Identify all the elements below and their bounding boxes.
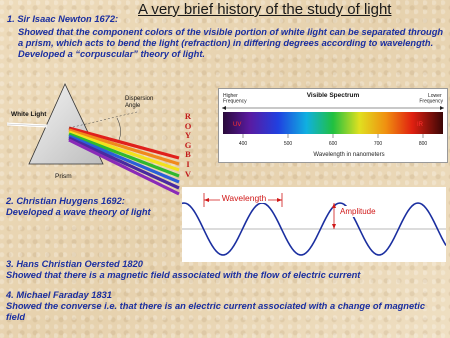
roy-letter: B [185, 149, 191, 160]
faraday-body: Showed the converse i.e. that there is an electric current associated with a change of magnetic field [6, 301, 426, 322]
prism-diagram [7, 78, 193, 198]
wavelength-label: Wavelength [221, 193, 267, 203]
faraday-heading: 4. Michael Faraday 1831 [6, 290, 112, 300]
spectrum-bar [223, 112, 443, 134]
amplitude-label: Amplitude [340, 207, 376, 216]
roy-letter: R [184, 111, 192, 121]
uv-label: UV [233, 122, 242, 128]
page-title: A very brief history of the study of light [138, 1, 392, 18]
newton-body: Showed that the component colors of the visible portion of white light can be separated through a prism, which acts to bend the light (refraction) in differing degrees according to wavelength. Developed a “corpuscular” theory of light. [18, 27, 444, 59]
wavelength-axis-label: Wavelength in nanometers [313, 152, 385, 158]
dispersion-label: Dispersion Angle [125, 96, 154, 109]
roygbiv-letters [181, 112, 195, 179]
prism-label: Prism [55, 173, 72, 180]
roy-letter: O [184, 120, 192, 131]
oersted-heading: 3. Hans Christian Oersted 1820 [6, 259, 143, 269]
oersted-text [6, 259, 446, 281]
oersted-body: Showed that there is a magnetic field associated with the flow of electric current [6, 270, 361, 280]
higher-frequency-label: Higher Frequency [223, 93, 247, 105]
spectrum-tick-label: 400 [238, 141, 248, 147]
huygens-heading: 2. Christian Huygens 1692: [6, 196, 125, 206]
newton-heading: 1. Sir Isaac Newton 1672: [7, 14, 119, 24]
huygens-body: Developed a wave theory of light [6, 207, 151, 217]
spectrum-tick-label: 600 [328, 141, 338, 147]
roy-letter: Y [184, 130, 192, 141]
ir-label: IR [417, 122, 423, 128]
roy-letter: I [186, 158, 190, 169]
spectrum-tick-label: 500 [283, 141, 293, 147]
wave-diagram [182, 187, 446, 262]
faraday-text [6, 290, 446, 323]
roy-letter: V [184, 168, 192, 179]
lower-frequency-label: Lower Frequency [419, 93, 443, 105]
spectrum-title: Visible Spectrum [306, 92, 360, 99]
spectrum-tick-label: 800 [418, 141, 428, 147]
white-light-label: White Light [11, 111, 47, 118]
roy-letter: G [184, 139, 192, 150]
visible-spectrum-figure [218, 88, 448, 163]
spectrum-tick-label: 700 [373, 141, 383, 147]
huygens-text [6, 196, 206, 218]
